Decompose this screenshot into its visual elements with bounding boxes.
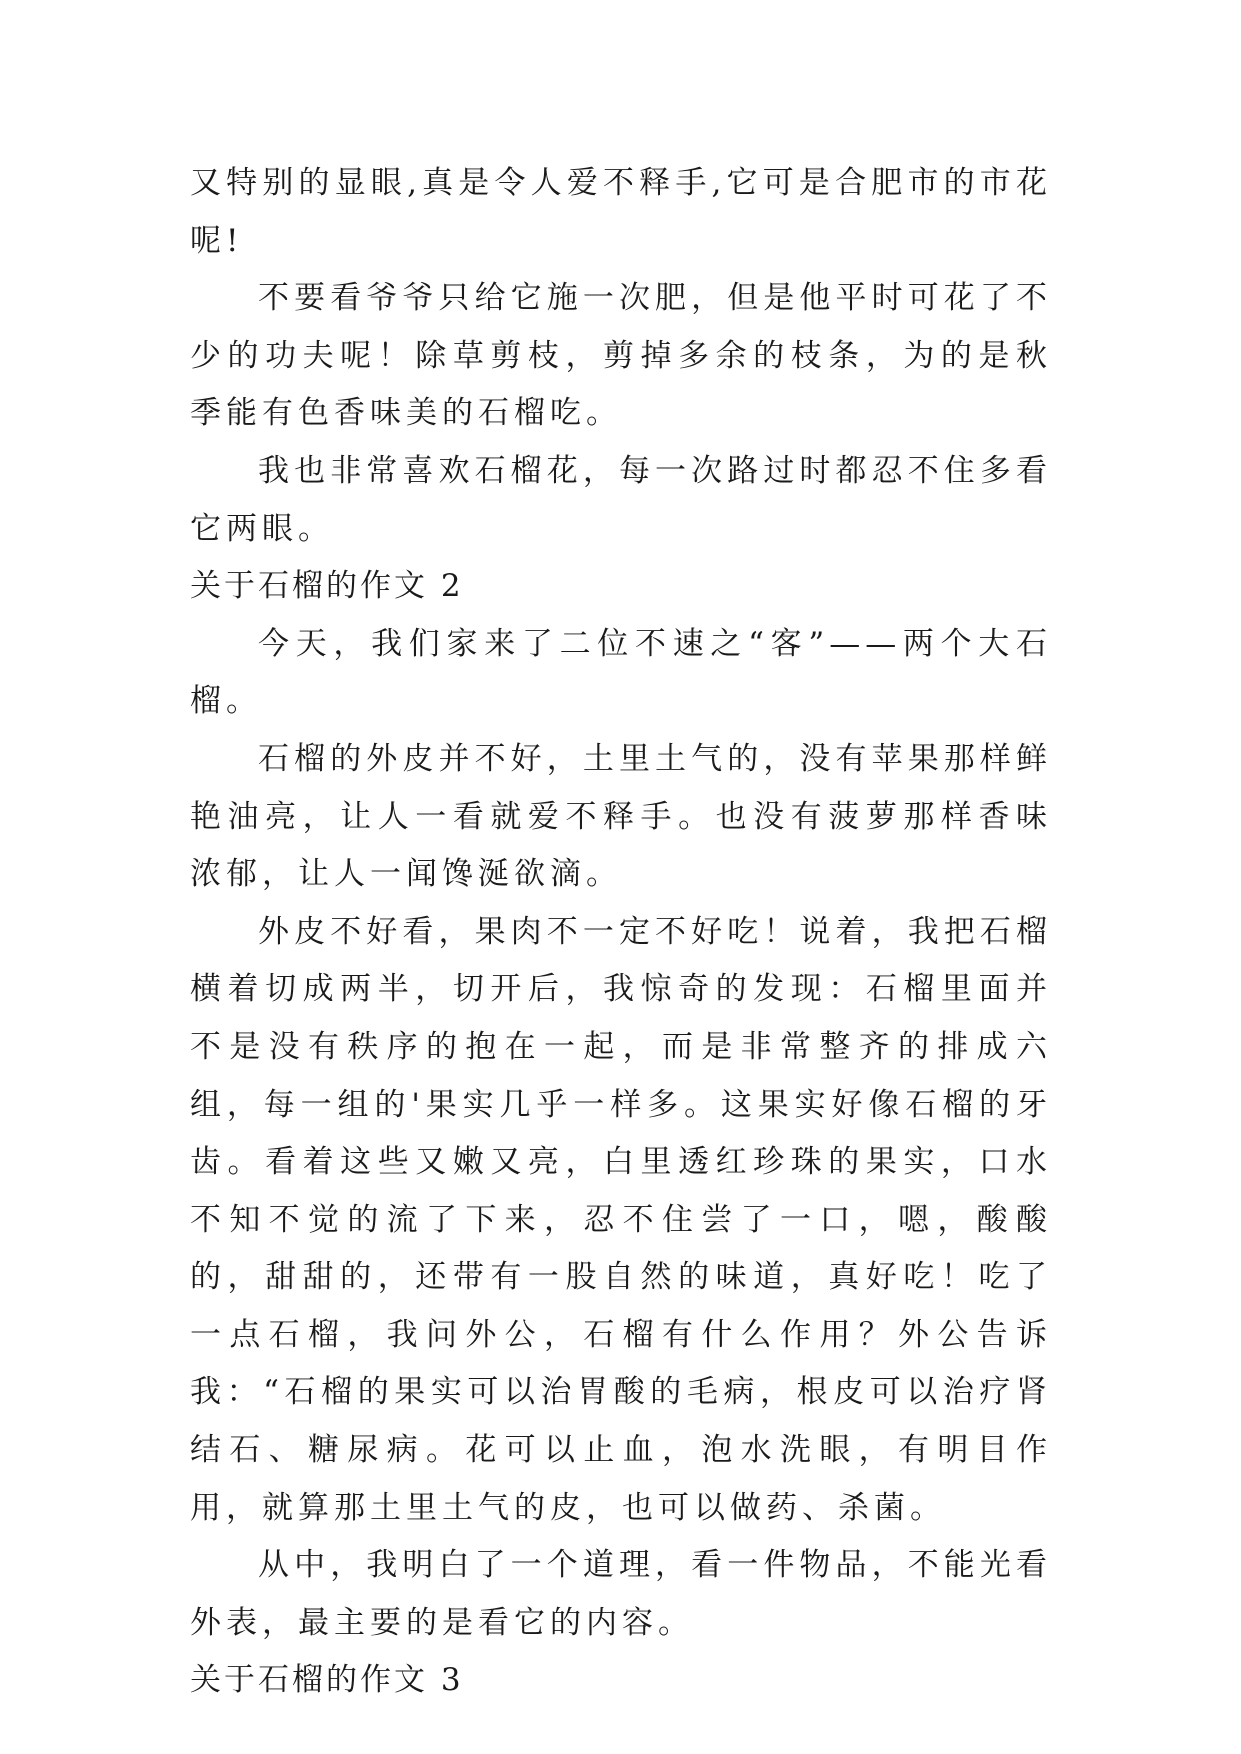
paragraph-lesson: 从中，我明白了一个道理，看一件物品，不能光看外表，最主要的是看它的内容。 [190, 1547, 1052, 1641]
paragraph-cut-open: 外皮不好看，果肉不一定不好吃！说着，我把石榴横着切成两半，切开后，我惊奇的发现：石榴里面并不是没有秩序的抱在一起，而是非常整齐的排成六组，每一组的'果实几乎一样多。这果实好像石榴的牙齿。看着这些又嫩又亮，白里透红珍珠的果实，口水不知不觉的流了下来，忍不住尝了一口，嗯，酸酸的，甜甜的，还带有一股自然的味道，真好吃！吃了一点石榴，我问外公，石榴有什么作用？外公告诉我：“石榴的果实可以治胃酸的毛病，根皮可以治疗肾结石、糖尿病。花可以止血，泡水洗眼，有明目作用，就算那土里土气的皮，也可以做药、杀菌。 [190, 913, 1052, 1526]
essay-2-title: 关于石榴的作文 2 [190, 568, 464, 605]
paragraph-grandpa-care: 不要看爷爷只给它施一次肥，但是他平时可花了不少的功夫呢！除草剪枝，剪掉多余的枝条，为的是秋季能有色香味美的石榴吃。 [190, 280, 1052, 432]
document-body [190, 155, 1052, 1710]
paragraph-skin: 石榴的外皮并不好，土里土气的，没有苹果那样鲜艳油亮，让人一看就爱不释手。也没有菠萝那样香味浓郁，让人一闻馋涎欲滴。 [190, 740, 1052, 893]
paragraph-guests: 今天，我们家来了二位不速之“客”——两个大石榴。 [190, 625, 1052, 720]
paragraph-love-flower: 我也非常喜欢石榴花，每一次路过时都忍不住多看它两眼。 [190, 452, 1052, 547]
essay-3-title: 关于石榴的作文 3 [190, 1662, 464, 1699]
paragraph-continuation: 又特别的显眼,真是令人爱不释手,它可是合肥市的市花呢! [190, 165, 1052, 259]
